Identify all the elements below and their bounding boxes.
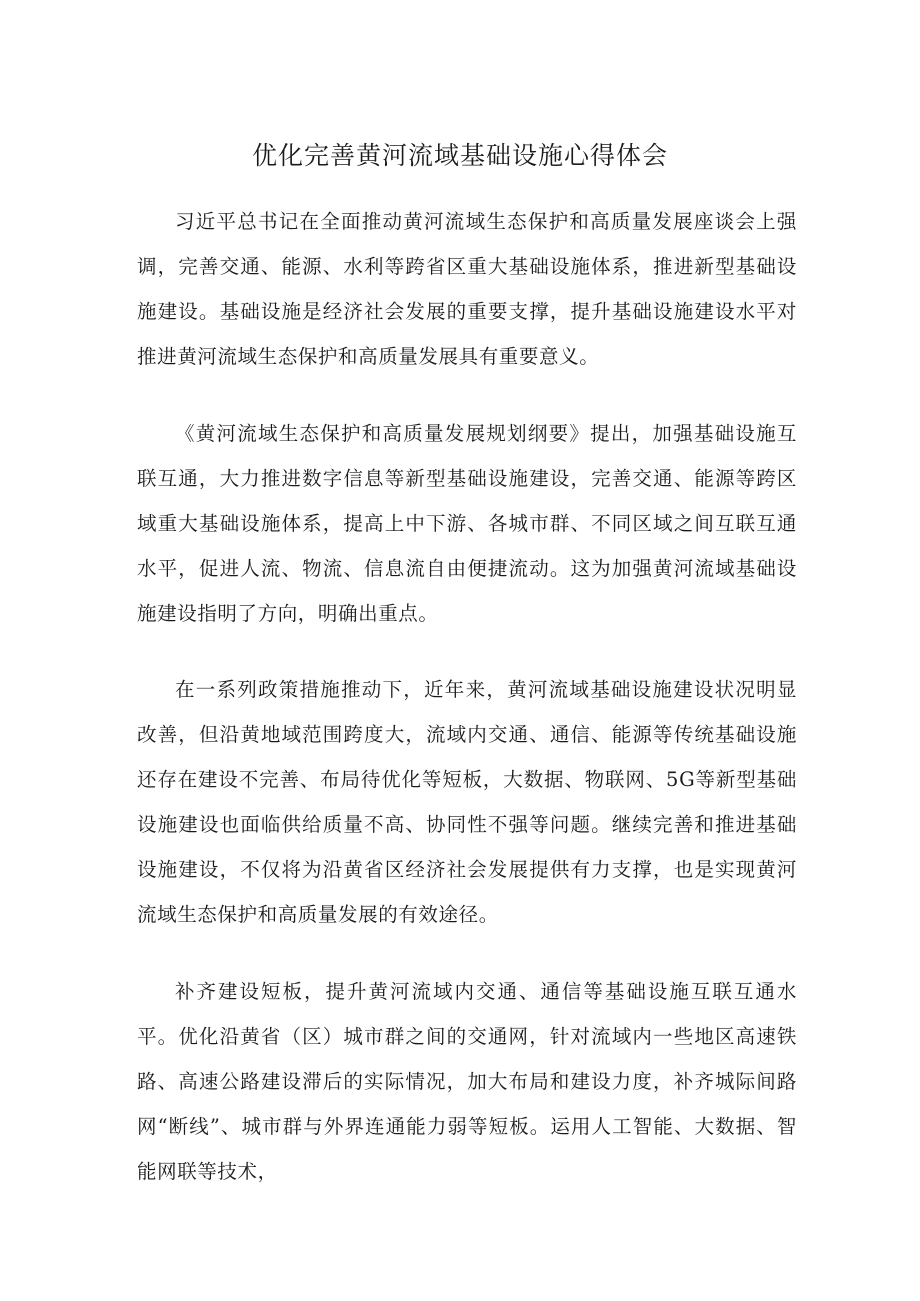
paragraph-3: 在一系列政策措施推动下，近年来，黄河流域基础设施建设状况明显改善，但沿黄地域范围跨度大，流域内交通、通信、能源等传统基础设施还存在建设不完善、布局待优化等短板，大数据、物联网、5G等新型基础设施建设也面临供给质量不高、协同性不强等问题。继续完善和推进基础设施建设，不仅将为沿黄省区经济社会发展提供有力支撑，也是实现黄河流域生态保护和高质量发展的有效途径。 bbox=[137, 678, 797, 926]
document-title: 优化完善黄河流域基础设施心得体会 bbox=[251, 141, 668, 170]
paragraph-4: 补齐建设短板，提升黄河流域内交通、通信等基础设施互联互通水平。优化沿黄省（区）城市群之间的交通网，针对流域内一些地区高速铁路、高速公路建设滞后的实际情况，加大布局和建设力度，补齐城际间路网“断线”、城市群与外界连通能力弱等短板。运用人工智能、大数据、智能网联等技术， bbox=[137, 980, 797, 1183]
paragraph-1: 习近平总书记在全面推动黄河流域生态保护和高质量发展座谈会上强调，完善交通、能源、水利等跨省区重大基础设施体系，推进新型基础设施建设。基础设施是经济社会发展的重要支撑，提升基础设施建设水平对推进黄河流域生态保护和高质量发展具有重要意义。 bbox=[137, 210, 797, 368]
paragraph-2: 《黄河流域生态保护和高质量发展规划纲要》提出，加强基础设施互联互通，大力推进数字信息等新型基础设施建设，完善交通、能源等跨区域重大基础设施体系，提高上中下游、各城市群、不同区域之间互联互通水平，促进人流、物流、信息流自由便捷流动。这为加强黄河流域基础设施建设指明了方向，明确出重点。 bbox=[137, 422, 797, 625]
